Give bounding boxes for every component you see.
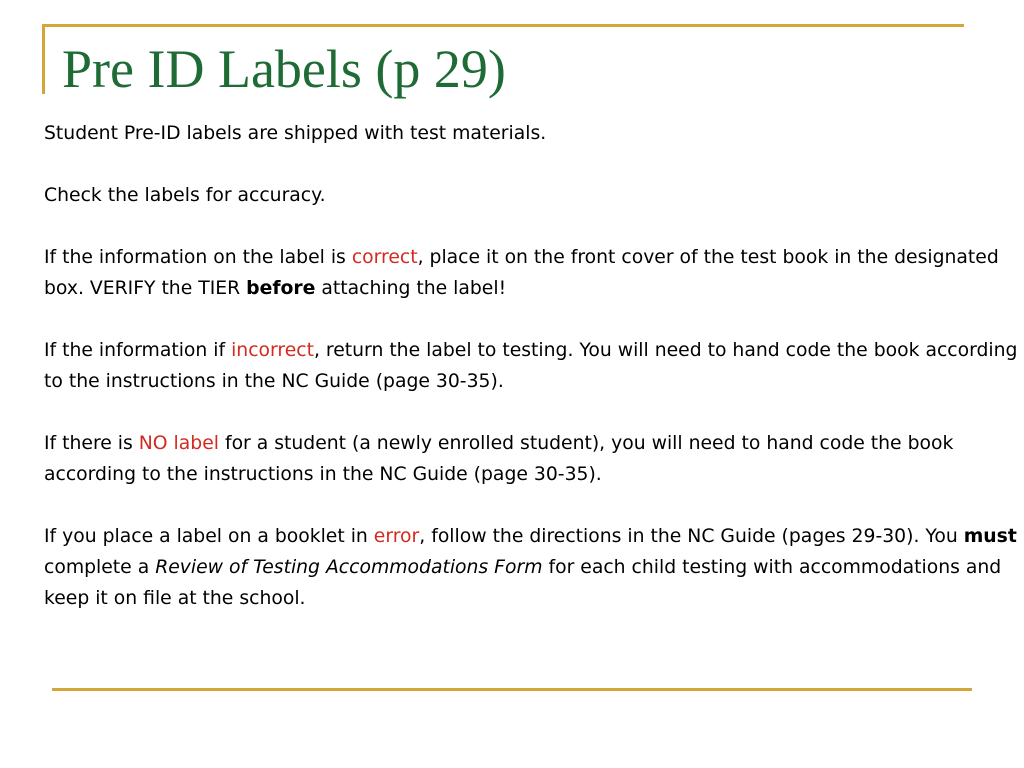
paragraph-error-part2: , follow the directions in the NC Guide (pages 29-30). You — [419, 526, 964, 547]
paragraph-no-label — [44, 428, 1019, 490]
paragraph-correct-part3: attaching the label! — [315, 278, 507, 299]
paragraph-shipping-text: Student Pre-ID labels are shipped with test materials. — [44, 123, 547, 144]
paragraph-correct-part2: , place it on the front cover of the test book in the designated box. VERIFY the TIER — [44, 247, 999, 299]
title-frame-top-rule — [42, 24, 964, 27]
slide-title: Pre ID Labels (p 29) — [62, 39, 506, 99]
slide-body — [44, 118, 1019, 614]
paragraph-no-label-part2: for a student (a newly enrolled student), you will need to hand code the book according to the instructions in the NC Guide (page 30-35). — [44, 433, 954, 485]
title-frame-left-rule — [42, 24, 45, 94]
footer-rule — [52, 688, 972, 691]
highlight-incorrect: incorrect — [231, 340, 314, 361]
paragraph-check-accuracy — [44, 180, 1019, 211]
paragraph-correct-part1: If the information on the label is — [44, 247, 352, 268]
paragraph-error-part1: If you place a label on a booklet in — [44, 526, 374, 547]
paragraph-shipping — [44, 118, 1019, 149]
paragraph-incorrect-part1: If the information if — [44, 340, 232, 361]
paragraph-error — [44, 521, 1019, 614]
paragraph-incorrect — [44, 335, 1019, 397]
highlight-correct: correct — [351, 247, 418, 268]
paragraph-error-part3: complete a — [44, 557, 156, 578]
highlight-error: error — [373, 526, 420, 547]
paragraph-check-accuracy-text: Check the labels for accuracy. — [44, 185, 326, 206]
paragraph-error-part4: for each child testing with accommodations and keep it on file at the school. — [44, 557, 1002, 609]
form-name-italic: Review of Testing Accommodations Form — [155, 557, 543, 578]
emphasis-must: must — [963, 526, 1017, 547]
emphasis-before: before — [246, 278, 316, 299]
paragraph-correct — [44, 242, 1019, 304]
paragraph-no-label-part1: If there is — [44, 433, 139, 454]
highlight-no-label: NO label — [138, 433, 219, 454]
paragraph-incorrect-part2: , return the label to testing. You will need to hand code the book according to the instructions in the NC Guide (page 30-35). — [44, 340, 1018, 392]
